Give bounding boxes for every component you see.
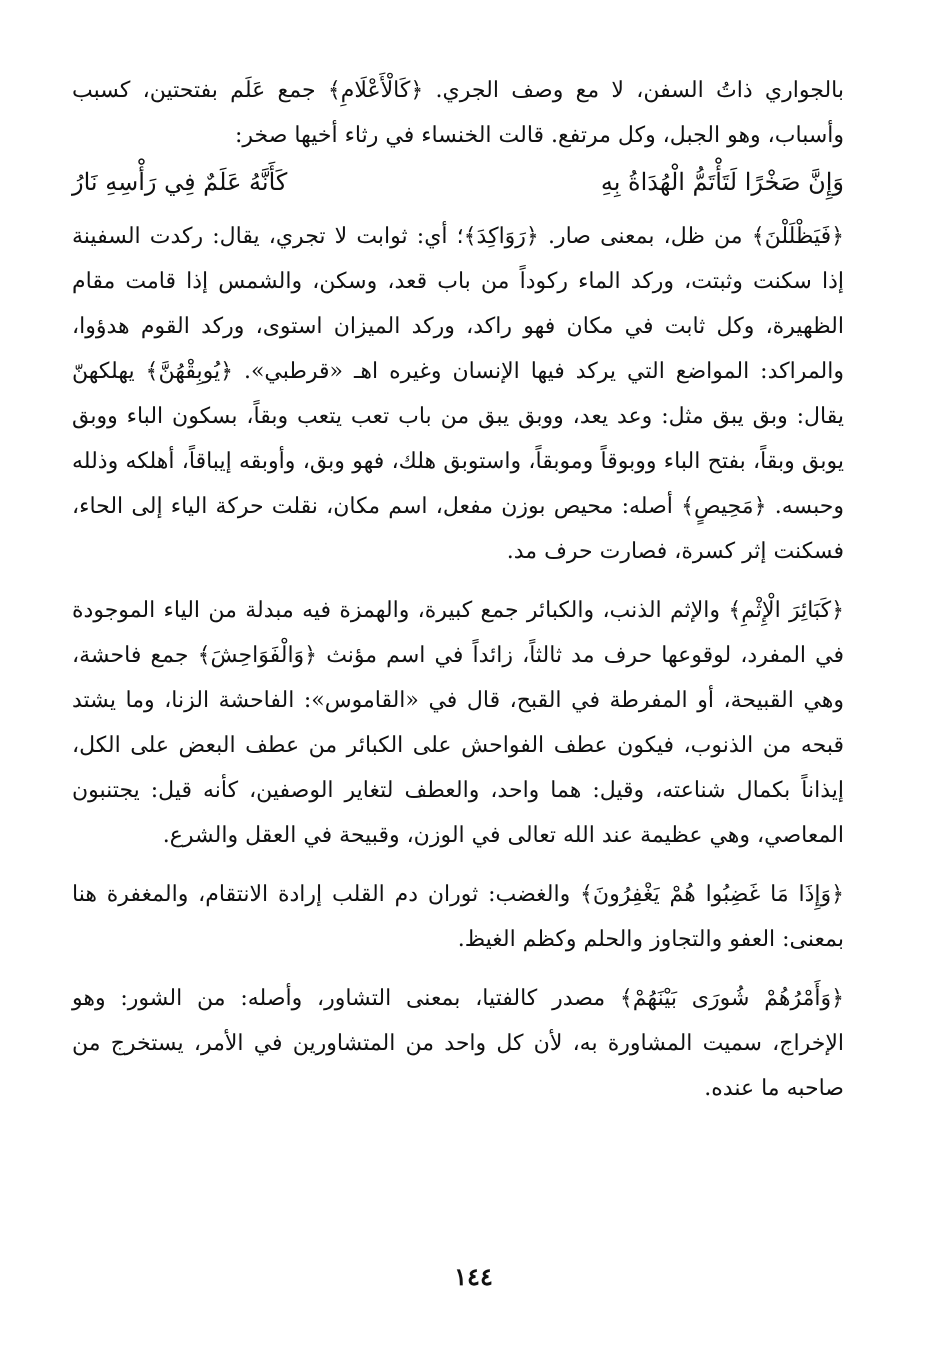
verse-second-hemistich: كَأَنَّهُ عَلَمٌ فِي رَأْسِهِ نَارُ [72,168,288,196]
page-number: ١٤٤ [454,1262,493,1291]
verse-first-hemistich: وَإِنَّ صَخْرًا لَتَأْتَمُّ الْهُدَاةُ بِهِ [600,168,844,196]
paragraph-2: ﴿فَيَظْلَلْنَ﴾ من ظل، بمعنى صار. ﴿رَوَاكِدَ﴾؛ أي: ثوابت لا تجري، يقال: ركدت السفينة إذا سكنت وثبتت، وركد الماء ركوداً من باب قعد، وسكن، والشمس إذا قامت مقام الظهيرة، وكل ثابت في مكان فهو راكد، وركد الميزان استوى، وركد القوم هدؤوا، والمراكد: المواضع التي يركد فيها الإنسان وغيره اهـ «قرطبي». ﴿يُوبِقْهُنَّ﴾ يهلكهنّ يقال: وبق يبق مثل: وعد يعد، ووبق يبق من باب تعب يتعب وبقاً، بسكون الباء ووبق يوبق وبقاً، بفتح الباء ووبوقاً وموبقاً، واستوبق هلك، فهو وبق، وأوبقه إيباقاً، أهلكه وذلله وحبسه. ﴿مَحِيصٍ﴾ أصله: محيص بوزن مفعل، اسم مكان، نقلت حركة الياء إلى الحاء، فسكنت إثر كسرة، فصارت حرف مد. [72,224,844,564]
poetry-verse [72,158,844,206]
paragraph-4: ﴿وَإِذَا مَا غَضِبُوا هُمْ يَغْفِرُونَ﴾ والغضب: ثوران دم القلب إرادة الانتقام، والمغفرة هنا بمعنى: العفو والتجاوز والحلم وكظم الغيظ. [72,882,844,952]
paragraph-3: ﴿كَبَائِرَ الْإِثْمِ﴾ والإثم الذنب، والكبائر جمع كبيرة، والهمزة فيه مبدلة من الياء الموجودة في المفرد، لوقوعها حرف مد ثالثاً، زائداً في اسم مؤنث ﴿وَالْفَوَاحِشَ﴾ جمع فاحشة، وهي القبيحة، أو المفرطة في القبح، قال في «القاموس»: الفاحشة الزنا، وما يشتد قبحه من الذنوب، فيكون عطف الفواحش على الكبائر من عطف البعض على الكل، إيذاناً بكمال شناعته، وقيل: هما واحد، والعطف لتغاير الوصفين، كأنه قيل: يجتنبون المعاصي، وهي عظيمة عند الله تعالى في الوزن، وقبيحة في العقل والشرع. [72,598,844,848]
paragraph-1: بالجواري ذاتُ السفن، لا مع وصف الجري. ﴿كَالْأَعْلَامِ﴾ جمع عَلَم بفتحتين، كسبب وأسباب، وهو الجبل، وكل مرتفع. قالت الخنساء في رثاء أخيها صخر: [72,78,844,148]
paragraph-5: ﴿وَأَمْرُهُمْ شُورَى بَيْنَهُمْ﴾ مصدر كالفتيا، بمعنى التشاور، وأصله: من الشور: وهو الإخراج، سميت المشاورة به، لأن كل واحد من المتشاورين في الأمر، يستخرج من صاحبه ما عنده. [72,986,844,1101]
page-body [72,68,844,1111]
